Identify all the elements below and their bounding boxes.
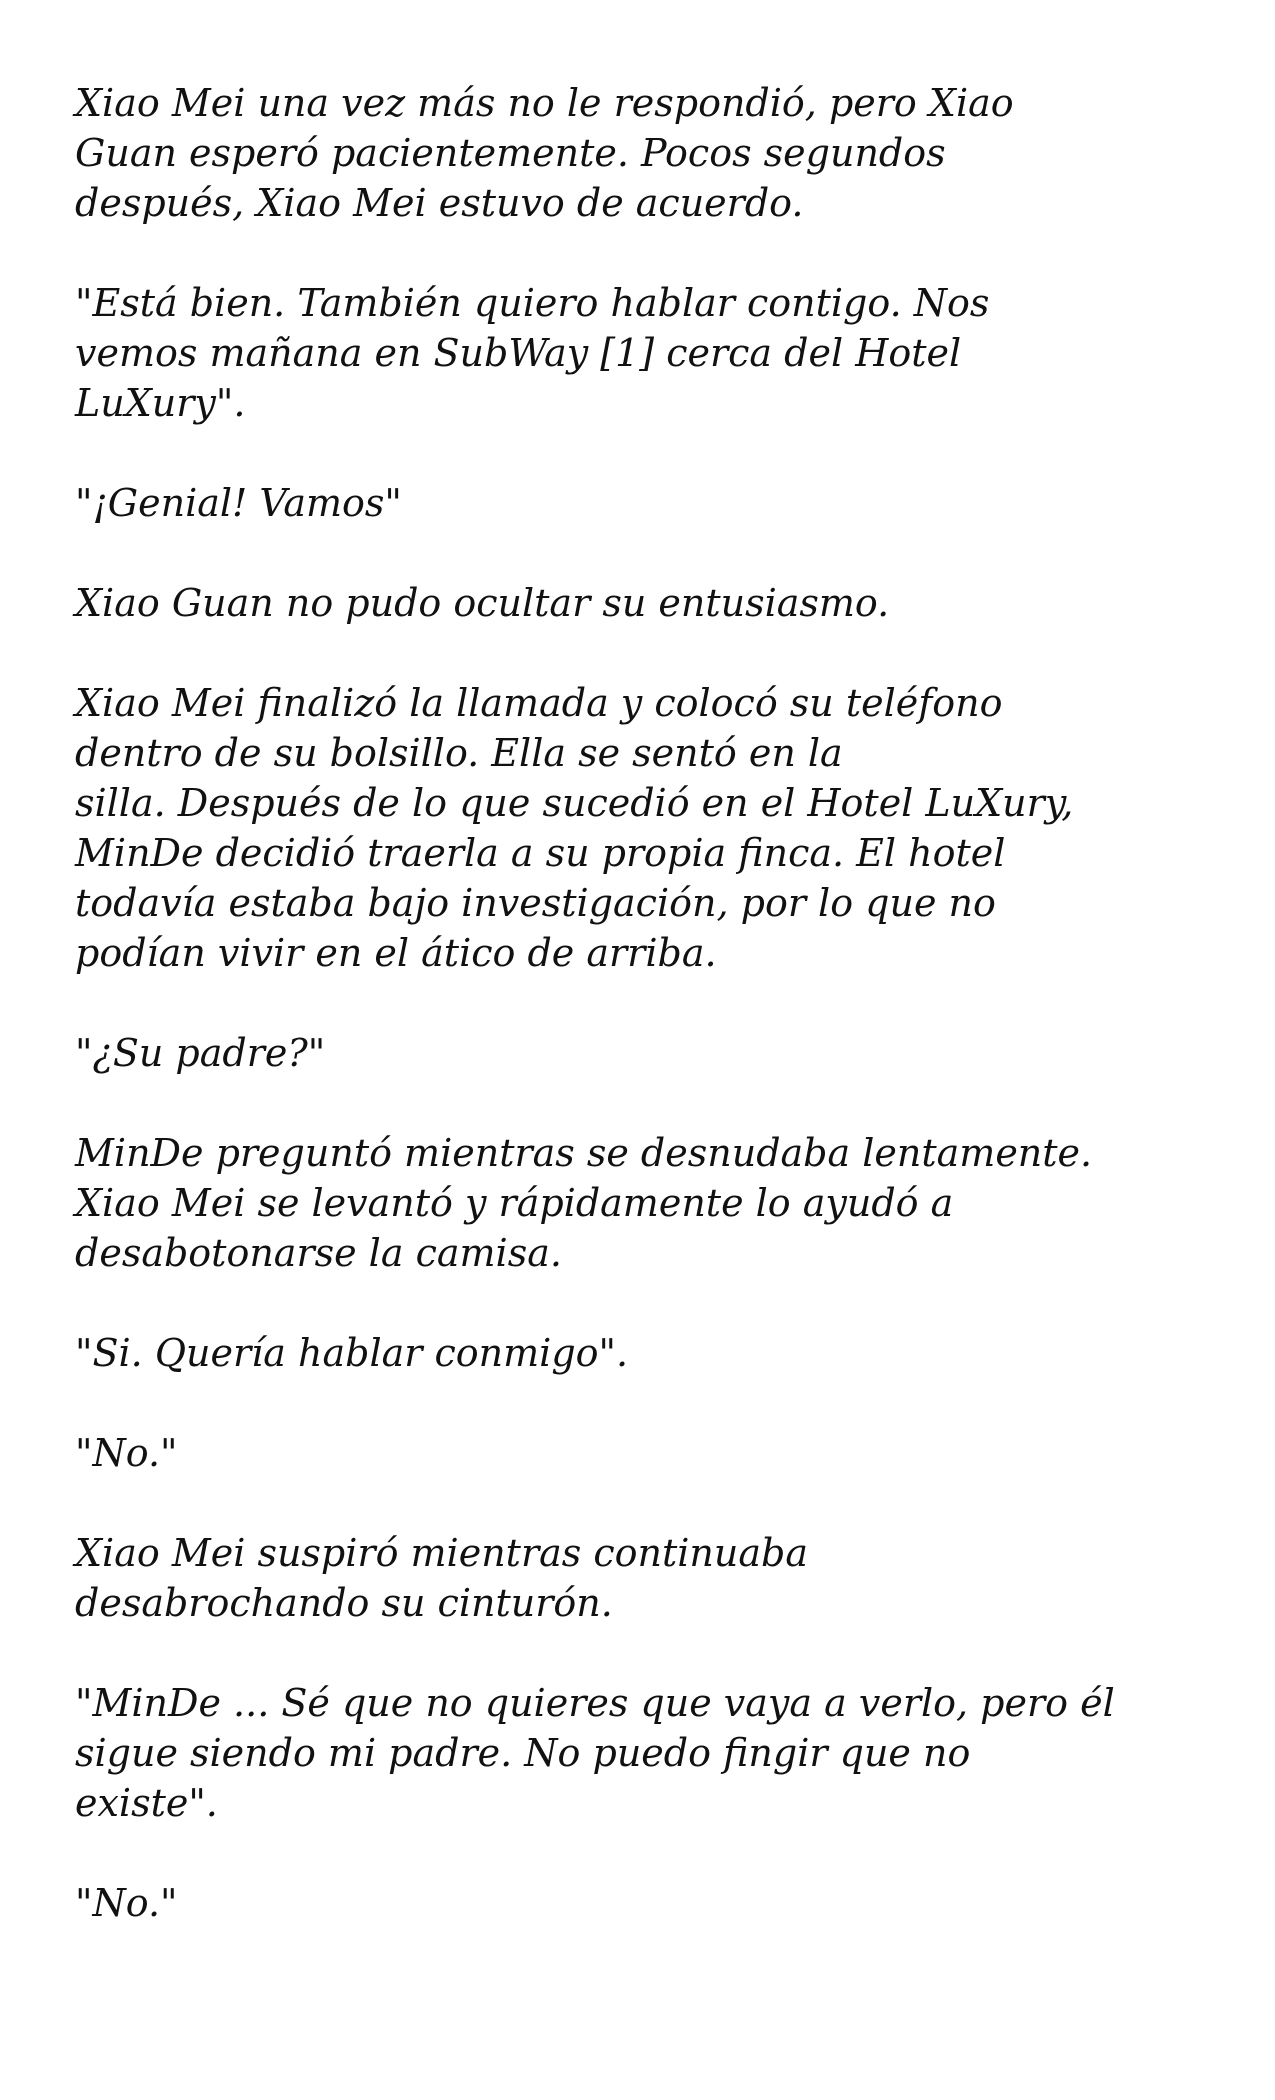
paragraph: "Si. Quería hablar conmigo". — [75, 1331, 629, 1375]
paragraph: Xiao Mei una vez más no le respondió, pero Xiao Guan esperó pacientemente. Pocos segundos después, Xiao Mei estuvo de acuerdo. — [75, 81, 1014, 225]
paragraph: "No." — [75, 1881, 178, 1925]
paragraph: "Está bien. También quiero hablar contigo. Nos vemos mañana en SubWay [1] cerca del Hotel LuXury". — [75, 281, 990, 425]
paragraph: "¿Su padre?" — [75, 1031, 326, 1075]
paragraph: "MinDe ... Sé que no quieres que vaya a verlo, pero él sigue siendo mi padre. No puedo fingir que no existe". — [75, 1681, 1115, 1825]
paragraph: Xiao Guan no pudo ocultar su entusiasmo. — [75, 581, 890, 625]
paragraph: Xiao Mei finalizó la llamada y colocó su teléfono dentro de su bolsillo. Ella se sentó en la silla. Después de lo que sucedió en el Hotel LuXury, MinDe decidió traerla a su propia finca. El hotel todavía estaba bajo investigación, por lo que no podían vivir en el ático de arriba. — [75, 681, 1074, 975]
paragraph: MinDe preguntó mientras se desnudaba lentamente. Xiao Mei se levantó y rápidamente lo ayudó a desabotonarse la camisa. — [75, 1131, 1093, 1275]
paragraph: "¡Genial! Vamos" — [75, 481, 402, 525]
paragraph: "No." — [75, 1431, 178, 1475]
paragraph: Xiao Mei suspiró mientras continuaba desabrochando su cinturón. — [75, 1531, 808, 1625]
